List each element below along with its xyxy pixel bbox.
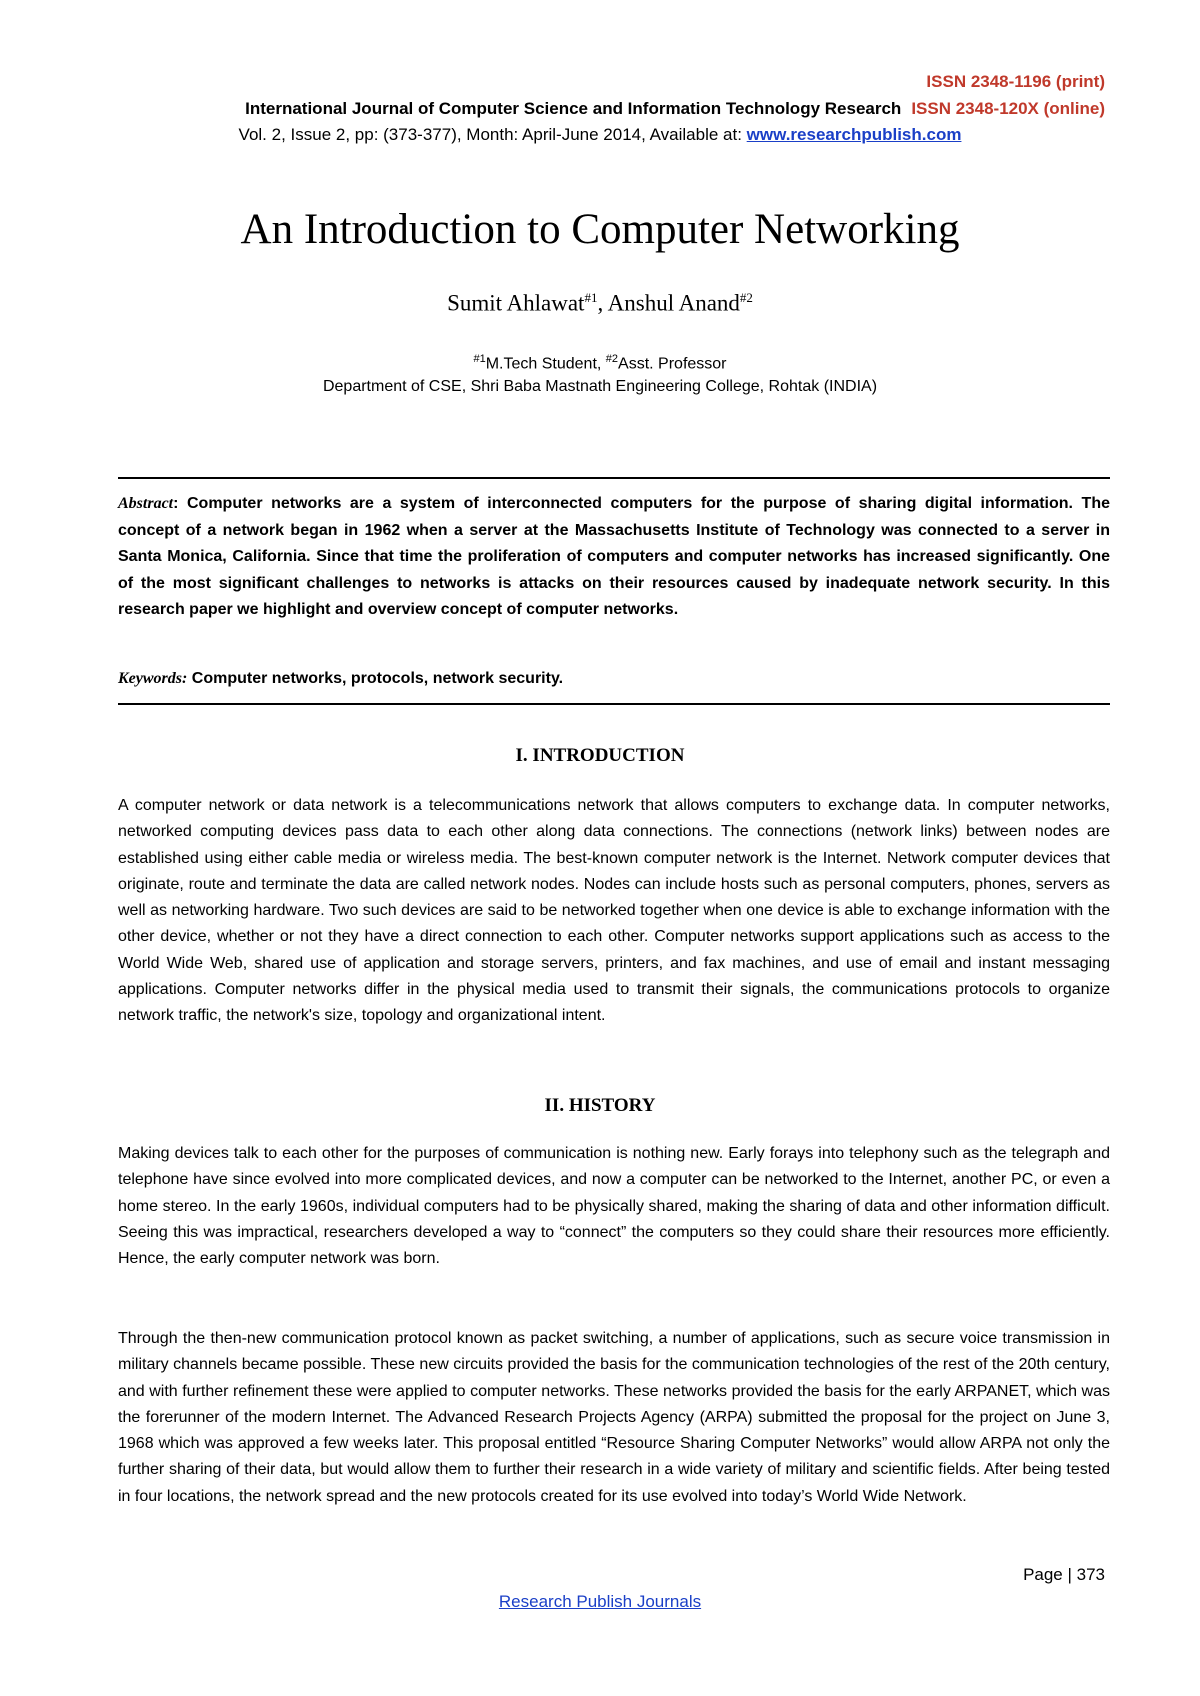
department: Department of CSE, Shri Baba Mastnath Engineering College, Rohtak (INDIA) <box>322 378 878 395</box>
history-paragraph-1: Making devices talk to each other for the purposes of communication is nothing new. Early forays into telephony such as the telegraph and telephone have since evolved into more complicated devices, and now a computer can be networked to the Internet, another PC, or even a home stereo. In the early 1960s, individual computers had to be physically shared, making the sharing of data and other information difficult. Seeing this was impractical, researchers developed a way to “connect” the computers so they could share their resources more efficiently. Hence, the early computer network was born. <box>118 1145 1110 1268</box>
author-1: Sumit Ahlawat <box>447 290 585 316</box>
role-2-marker: #2 <box>605 353 619 365</box>
authors-line <box>0 290 1200 317</box>
section-heading-history: II. HISTORY <box>544 1095 656 1116</box>
top-divider <box>118 477 1110 479</box>
journal-header <box>245 99 1105 119</box>
author-2: Anshul Anand <box>607 290 740 316</box>
section-heading-introduction: I. INTRODUCTION <box>515 745 685 766</box>
website-link[interactable]: www.researchpublish.com <box>746 125 962 144</box>
author-separator: , <box>597 290 608 316</box>
bottom-divider <box>118 703 1110 705</box>
issn-online: ISSN 2348-120X (online) <box>911 99 1105 118</box>
journal-name: International Journal of Computer Science and Information Technology Research <box>245 99 902 118</box>
role-1: M.Tech Student, <box>485 355 606 373</box>
abstract-colon: : <box>173 495 187 512</box>
keywords-text: Computer networks, protocols, network security. <box>187 670 564 687</box>
keywords-label: Keywords: <box>118 670 188 687</box>
footer <box>0 1592 1200 1612</box>
keywords <box>118 670 1110 688</box>
abstract <box>118 491 1110 624</box>
author-1-marker: #1 <box>584 290 598 305</box>
abstract-label: Abstract <box>118 495 174 512</box>
role-2: Asst. Professor <box>618 355 727 373</box>
history-paragraph-2: Through the then-new communication protocol known as packet switching, a number of applications, such as secure voice transmission in military channels became possible. These new circuits provided the basis for the communication technologies of the rest of the 20th century, and with further refinement these were applied to computer networks. These networks provided the basis for the early ARPANET, which was the forerunner of the modern Internet. The Advanced Research Projects Agency (ARPA) submitted the proposal for the project on June 3, 1968 which was approved a few weeks later. This proposal entitled “Resource Sharing Computer Networks” would allow ARPA not only the further sharing of their data, but would allow them to further their research in a wide variety of military and scientific fields. After being tested in four locations, the network spread and the new protocols created for its use evolved into today’s World Wide Network. <box>118 1330 1110 1505</box>
publisher-link[interactable]: Research Publish Journals <box>498 1592 702 1611</box>
paper-title: An Introduction to Computer Networking <box>240 206 960 253</box>
author-roles <box>0 353 1200 373</box>
role-1-marker: #1 <box>473 353 486 365</box>
issn-print: ISSN 2348-1196 (print) <box>926 72 1105 91</box>
volume-info-line <box>0 125 1200 145</box>
abstract-text: Computer networks are a system of interconnected computers for the purpose of sharing digital information. The concept of a network began in 1962 when a server at the Massachusetts Institute of Technology was connected to a server in Santa Monica, California. Since that time the proliferation of computers and computer networks has increased significantly. One of the most significant challenges to networks is attacks on their resources caused by inadequate network security. In this research paper we highlight and overview concept of computer networks. <box>118 495 1110 618</box>
volume-info: Vol. 2, Issue 2, pp: (373-377), Month: April-June 2014, Available at: <box>238 125 747 144</box>
introduction-paragraph: A computer network or data network is a telecommunications network that allows computers to exchange data. In computer networks, networked computing devices pass data to each other along data connections. The connections (network links) between nodes are established using either cable media or wireless media. The best-known computer network is the Internet. Network computer devices that originate, route and terminate the data are called network nodes. Nodes can include hosts such as personal computers, phones, servers as well as networking hardware. Two such devices are said to be networked together when one device is able to exchange information with the other device, whether or not they have a direct connection to each other. Computer networks support applications such as access to the World Wide Web, shared use of application and storage servers, printers, and fax machines, and use of email and instant messaging applications. Computer networks differ in the physical media used to transmit their signals, the communications protocols to organize network traffic, the network's size, topology and organizational intent. <box>118 797 1110 1025</box>
author-2-marker: #2 <box>739 290 753 305</box>
page-number: Page | 373 <box>1023 1565 1105 1584</box>
